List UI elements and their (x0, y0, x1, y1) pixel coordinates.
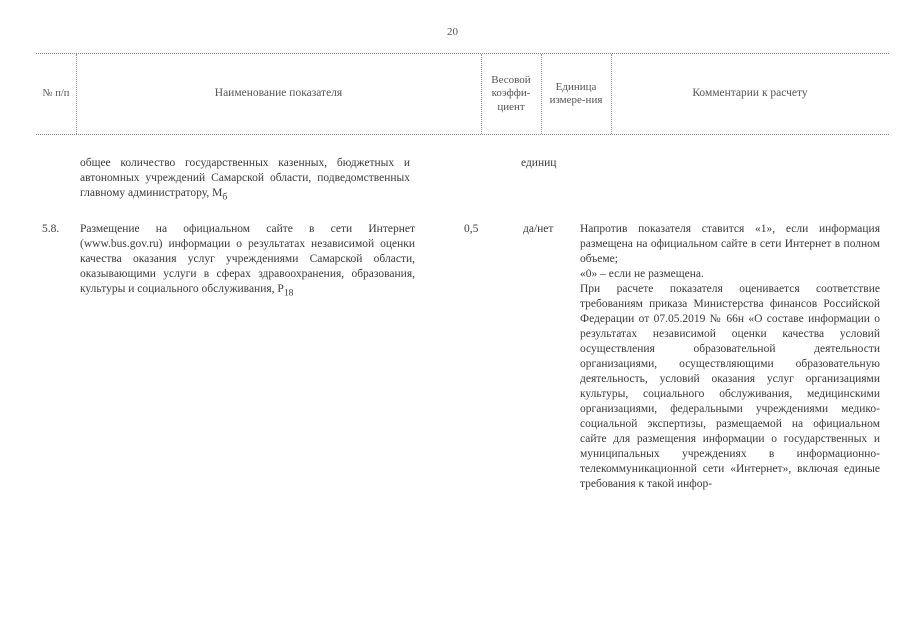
table-header (36, 53, 889, 135)
page-number: 20 (447, 26, 458, 38)
continuation-subscript: б (222, 191, 228, 203)
header-num: № п/п (42, 87, 70, 99)
row-indicator-text: Размещение на официальном сайте в сети Интернет (www.bus.gov.ru) информации о результатах независимой оценки качества оказания услуг учреждениями Самарской области, оказывающими услуги в сферах здравоохранения, образования, культуры и социального обслуживания, Р (80, 223, 415, 295)
header-weight: Весовой коэффи-циент (491, 74, 531, 113)
row-number: 5.8. (42, 223, 60, 235)
header-comment: Комментарии к расчету (692, 87, 808, 100)
header-name: Наименование показателя (214, 87, 343, 100)
row-unit: да/нет (523, 223, 554, 235)
row-indicator-name (80, 222, 415, 300)
continuation-text-body: общее количество государственных казенных, бюджетных и автономных учреждений Самарской области, подведомственных главному администратору, М (80, 157, 410, 199)
header-unit: Единица измере-ния (549, 80, 603, 106)
row-comment (580, 222, 880, 492)
continuation-unit: единиц (521, 157, 557, 169)
comment-paragraph-3: При расчете показателя оценивается соответствие требованиям приказа Министерства финансов Российской Федерации от 07.05.2019 № 66н «О составе информации о результатах независимой оценки качества условий осуществления образовательной деятельности организациями, осуществляющими образовательную деятельность, условий оказания услуг организациями культуры, социального обслуживания, медицинскими организациями, федеральными учреждениями медико-социальной экспертизы, размещаемой на официальном сайте для размещения информации о государственных и муниципальных учреждениях в информационно-телекоммуникационной сети «Интернет», включая единые требования к такой инфор- (580, 283, 880, 490)
comment-paragraph-2: «0» – если не размещена. (580, 268, 704, 280)
comment-paragraph-1: Напротив показателя ставится «1», если информация размещена на официальном сайте в сети Интернет в полном объеме; (580, 223, 880, 265)
row-weight: 0,5 (464, 223, 479, 235)
continuation-text (80, 156, 410, 204)
row-indicator-subscript: 18 (283, 287, 294, 299)
